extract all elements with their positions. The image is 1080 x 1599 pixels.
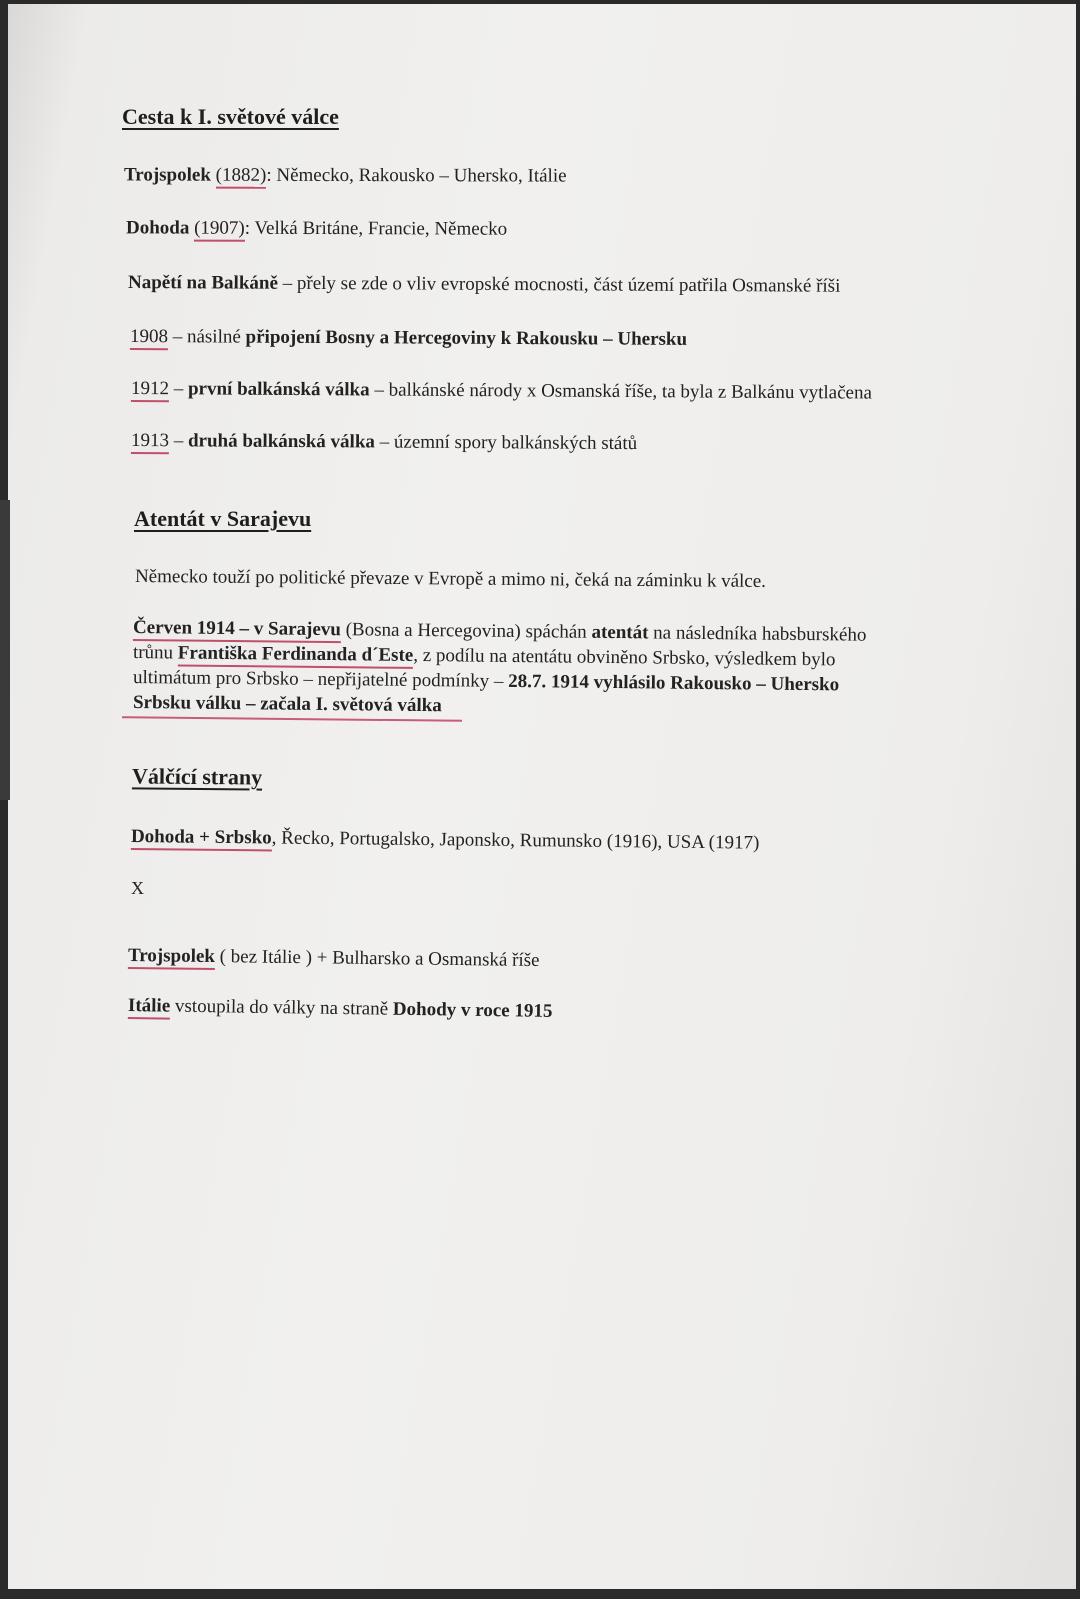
line-trojspolek	[124, 164, 567, 187]
term: Trojspolek	[128, 945, 215, 970]
term: Trojspolek	[123, 164, 211, 186]
heading-atentat: Atentát v Sarajevu	[134, 506, 312, 531]
line-intro: Německo touží po politické převaze v Evropě a mimo ni, čeká na záminku k válce.	[134, 566, 767, 592]
term: Napětí na Balkáně	[127, 272, 278, 294]
heading-cesta: Cesta k I. světové válce	[122, 104, 339, 129]
paragraph-line-4	[133, 692, 442, 717]
text: – balkánské národy x Osmanská říše, ta byla z Balkánu vytlačena	[369, 379, 872, 404]
text: – územní spory balkánských států	[374, 431, 638, 455]
term: Červen 1914 – v Sarajevu	[133, 617, 341, 643]
text: : Německo, Rakousko – Uhersko, Itálie	[266, 164, 567, 187]
term: atentát	[591, 621, 649, 644]
text: vstoupila do války na straně	[170, 995, 394, 1020]
text: –	[168, 378, 189, 400]
versus-mark: X	[131, 878, 144, 898]
line-napeti	[128, 272, 840, 298]
year: 1912	[131, 378, 169, 402]
text: , z podílu na atentátu obviněno Srbsko, výsledkem bylo	[413, 644, 836, 671]
term: Dohody v roce 1915	[392, 998, 553, 1022]
year: (1907)	[194, 218, 245, 242]
text: – přely se zde o vliv evropské mocnosti, část území patřila Osmanské říši	[277, 272, 841, 297]
paper-sheet	[8, 4, 1076, 1589]
year: (1882)	[216, 165, 267, 189]
term: Itálie	[128, 995, 171, 1020]
term: Dohoda	[125, 217, 190, 239]
term: Dohoda + Srbsko	[131, 826, 272, 851]
line-dohoda	[126, 217, 507, 240]
line-1908	[130, 326, 687, 351]
term: připojení Bosny a Hercegoviny k Rakousku – Uhersku	[245, 326, 688, 350]
year: 1908	[130, 326, 168, 350]
background-edge	[0, 500, 10, 800]
text: (Bosna a Hercegovina) spáchán	[340, 619, 592, 643]
heading-valcici: Válčící strany	[131, 763, 263, 790]
text: – násilné	[167, 326, 246, 348]
text: trůnu	[132, 642, 178, 664]
text: ( bez Itálie ) + Bulharsko a Osmanská říše	[214, 946, 540, 972]
text: –	[168, 430, 189, 452]
term: první balkánská válka	[187, 378, 370, 401]
text: : Velká Británe, Francie, Německo	[244, 217, 508, 240]
term: Srbsku válku – začala I. světová válka	[132, 692, 442, 717]
year: 1913	[131, 430, 169, 454]
term: Františka Ferdinanda d´Este	[178, 642, 414, 668]
line-1912	[131, 378, 872, 405]
text: na následníka habsburského	[648, 622, 867, 646]
line-1913	[131, 430, 637, 455]
line-trojspolek-strany	[128, 945, 540, 972]
text: ultimátum pro Srbsko – nepřijatelné podmínky –	[132, 667, 509, 692]
term: druhá balkánská válka	[187, 430, 375, 453]
text: , Řecko, Portugalsko, Japonsko, Rumunsko (1916), USA (1917)	[271, 827, 760, 854]
term: 28.7. 1914 vyhlásilo Rakousko – Uhersko	[508, 670, 840, 696]
